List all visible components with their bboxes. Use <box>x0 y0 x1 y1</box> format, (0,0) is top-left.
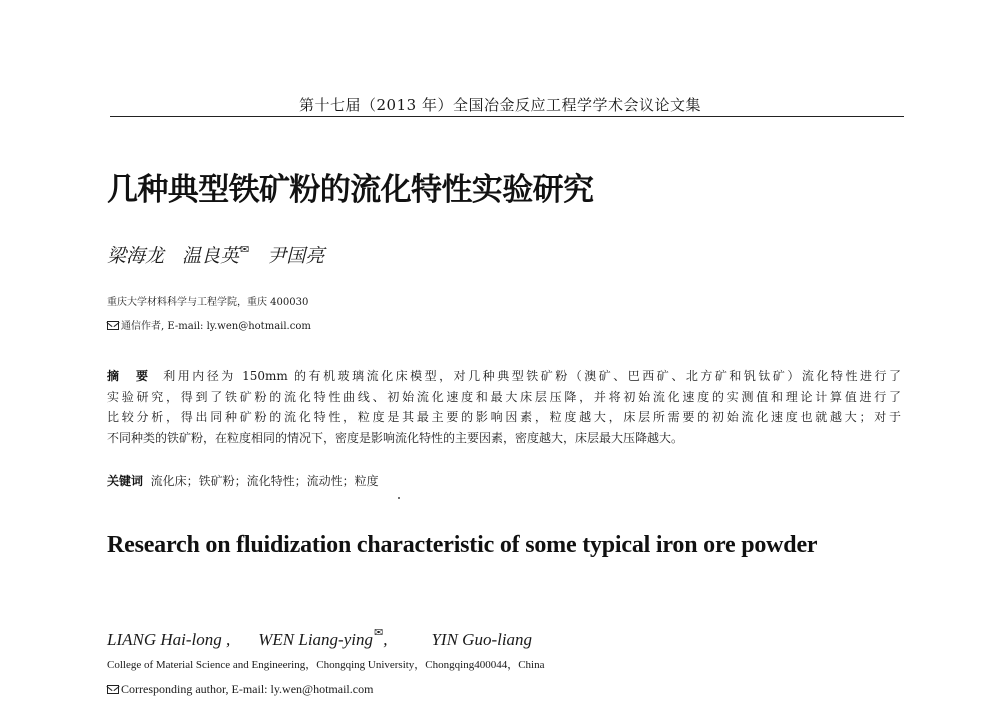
abstract-chinese <box>107 366 901 448</box>
envelope-icon <box>107 321 119 330</box>
scan-artifact <box>398 497 400 499</box>
keywords-label: 关键词 <box>107 474 144 488</box>
keywords-chinese <box>107 472 379 489</box>
author-list-chinese <box>107 241 324 268</box>
correspondence-text: 通信作者, E-mail: ly.wen@hotmail.com <box>121 321 311 332</box>
author-list-english: LIANG Hai-long , WEN Liang-ying✉, YIN Guo-liang <box>107 627 533 649</box>
corresponding-author-chinese <box>107 317 311 332</box>
author-name: LIANG Hai-long , <box>107 630 231 649</box>
affiliation-chinese: 重庆大学材料科学与工程学院，重庆 400030 <box>107 297 309 308</box>
envelope-icon: ✉ <box>240 243 250 256</box>
author-name: WEN Liang-ying <box>258 630 373 649</box>
paper-title-english: Research on fluidization characteristic of some typical iron ore powder <box>107 532 818 558</box>
keywords-text: 流化床；铁矿粉；流化特性；流动性；粒度 <box>150 474 379 488</box>
affiliation-english: College of Material Science and Engineering，Chongqing University，Chongqing400044，China <box>107 659 545 671</box>
author-name: 温良英 <box>182 245 240 267</box>
corresponding-author-english <box>107 682 373 697</box>
abstract-line: 比较分析，得出同种矿粉的流化特性，粒度是其最主要的影响因素，粒度越大，床层所需要的初始流化速度也就越大；对于 <box>107 410 901 424</box>
paper-title-chinese: 几种典型铁矿粉的流化特性实验研究 <box>107 172 594 208</box>
author-name: 尹国亮 <box>267 245 325 267</box>
abstract-line: 摘 要 利用内径为 150mm 的有机玻璃流化床模型，对几种典型铁矿粉（澳矿、巴西矿、北方矿和钒钛矿）流化特性进行了 <box>107 369 901 383</box>
envelope-icon: ✉ <box>374 627 384 639</box>
abstract-line: 实验研究，得到了铁矿粉的流化特性曲线、初始流化速度和最大床层压降，并将初始流化速度的实测值和理论计算值进行了 <box>107 389 901 404</box>
correspondence-text: Corresponding author, E-mail: ly.wen@hotmail.com <box>121 682 374 696</box>
running-header: 第十七届（2013 年）全国冶金反应工程学学术会议论文集 <box>299 96 701 114</box>
abstract-line: 不同种类的铁矿粉，在粒度相同的情况下，密度是影响流化特性的主要因素，密度越大，床层最大压降越大。 <box>107 430 684 445</box>
header-rule <box>110 116 904 117</box>
author-name: YIN Guo-liang <box>431 630 533 649</box>
abstract-label: 摘 要 <box>107 369 151 383</box>
author-name: 梁海龙 <box>107 245 165 267</box>
envelope-icon <box>107 685 119 694</box>
